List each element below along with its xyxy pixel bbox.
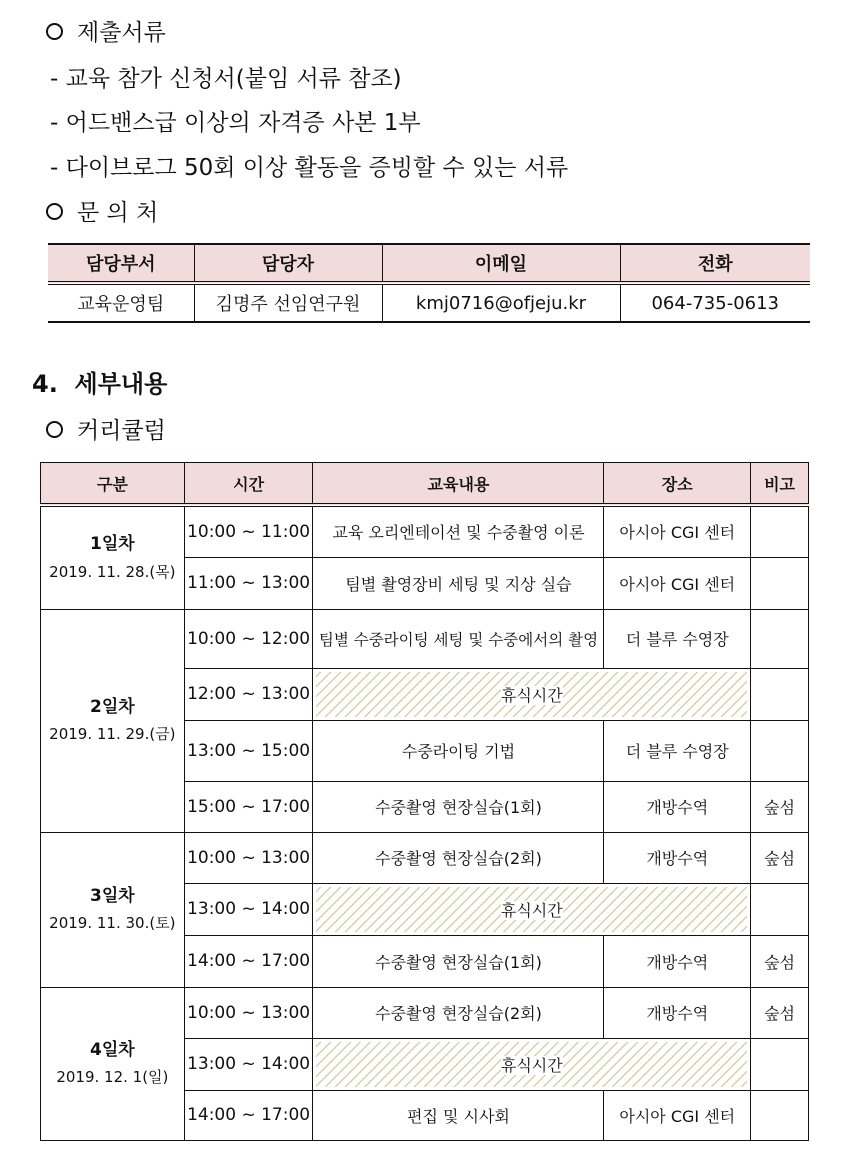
break-label: 휴식시간 [500,685,563,705]
place-cell: 아시아 CGI 센터 [604,557,751,609]
time-cell: 10:00 ~ 11:00 [184,505,313,557]
contact-header-dept: 담당부서 [48,244,194,283]
note-cell [751,609,809,668]
submit-heading [46,14,166,47]
submit-item: - 어드밴스급 이상의 자격증 사본 1부 [50,110,421,136]
day-cell [41,832,185,987]
note-cell [751,557,809,609]
circle-bullet-icon [46,23,63,40]
note-cell [751,668,809,720]
content-cell: 수중라이팅 기법 [313,720,604,781]
contact-person: 김명주 선임연구원 [194,283,382,322]
note-cell [751,1038,809,1090]
day-cell [41,505,185,609]
contact-header-email: 이메일 [382,244,620,283]
curriculum-title: 커리큘럼 [77,418,166,444]
day-label: 1일차 [90,534,135,555]
note-cell [751,1090,809,1140]
content-cell: 팀별 수중라이팅 세팅 및 수중에서의 촬영 [313,609,604,668]
contact-phone: 064-735-0613 [620,283,810,322]
schedule-header-division: 구분 [41,463,185,506]
time-cell: 15:00 ~ 17:00 [184,781,313,832]
table-row [41,832,809,883]
day-label: 2일차 [90,697,135,718]
time-cell: 14:00 ~ 17:00 [184,935,313,987]
time-cell: 10:00 ~ 13:00 [184,987,313,1038]
day-date: 2019. 11. 30.(토) [49,914,176,933]
circle-bullet-icon [46,203,63,220]
note-cell: 숲섬 [751,832,809,883]
time-cell: 11:00 ~ 13:00 [184,557,313,609]
contact-dept: 교육운영팀 [48,283,194,322]
submit-title: 제출서류 [77,20,166,46]
note-cell [751,720,809,781]
break-cell [313,1038,751,1090]
time-cell: 10:00 ~ 12:00 [184,609,313,668]
place-cell: 개방수역 [604,935,751,987]
day-date: 2019. 12. 1(일) [56,1068,169,1087]
place-cell: 개방수역 [604,832,751,883]
break-cell [313,668,751,720]
note-cell [751,505,809,557]
inquiry-heading [46,194,158,227]
table-row [41,987,809,1038]
curriculum-heading [46,412,166,445]
schedule-header-time: 시간 [184,463,313,506]
contact-header-person: 담당자 [194,244,382,283]
time-cell: 13:00 ~ 14:00 [184,883,313,935]
schedule-table [40,462,809,1141]
schedule-header-place: 장소 [604,463,751,506]
break-label: 휴식시간 [500,900,563,920]
content-cell: 교육 오리엔테이션 및 수중촬영 이론 [313,505,604,557]
place-cell: 개방수역 [604,781,751,832]
day-cell [41,987,185,1140]
table-row [41,609,809,668]
day-label: 3일차 [90,886,135,907]
day-label: 4일차 [90,1040,135,1061]
break-cell [313,883,751,935]
section-heading [32,364,167,399]
time-cell: 14:00 ~ 17:00 [184,1090,313,1140]
time-cell: 10:00 ~ 13:00 [184,832,313,883]
table-row [41,505,809,557]
contact-table [48,243,810,323]
place-cell: 더 블루 수영장 [604,720,751,781]
contact-email[interactable]: kmj0716@ofjeju.kr [382,283,620,322]
time-cell: 12:00 ~ 13:00 [184,668,313,720]
place-cell: 아시아 CGI 센터 [604,1090,751,1140]
note-cell: 숲섬 [751,987,809,1038]
inquiry-title: 문 의 처 [77,200,159,226]
content-cell: 수중촬영 현장실습(2회) [313,832,604,883]
day-cell [41,609,185,832]
place-cell: 아시아 CGI 센터 [604,505,751,557]
content-cell: 팀별 촬영장비 세팅 및 지상 실습 [313,557,604,609]
content-cell: 수중촬영 현장실습(2회) [313,987,604,1038]
place-cell: 더 블루 수영장 [604,609,751,668]
section-title: 세부내용 [74,370,168,398]
circle-bullet-icon [46,421,63,438]
note-cell: 숲섬 [751,935,809,987]
submit-item: - 교육 참가 신청서(붙임 서류 참조) [50,66,402,92]
day-date: 2019. 11. 28.(목) [49,562,176,581]
schedule-header-note: 비고 [751,463,809,506]
note-cell: 숲섬 [751,781,809,832]
time-cell: 13:00 ~ 14:00 [184,1038,313,1090]
content-cell: 수중촬영 현장실습(1회) [313,935,604,987]
section-number: 4. [32,370,58,398]
break-label: 휴식시간 [500,1055,563,1075]
submit-item: - 다이브로그 50회 이상 활동을 증빙할 수 있는 서류 [50,155,569,181]
day-date: 2019. 11. 29.(금) [49,725,176,744]
place-cell: 개방수역 [604,987,751,1038]
time-cell: 13:00 ~ 15:00 [184,720,313,781]
contact-header-phone: 전화 [620,244,810,283]
note-cell [751,883,809,935]
content-cell: 편집 및 시사회 [313,1090,604,1140]
content-cell: 수중촬영 현장실습(1회) [313,781,604,832]
schedule-header-content: 교육내용 [313,463,604,506]
